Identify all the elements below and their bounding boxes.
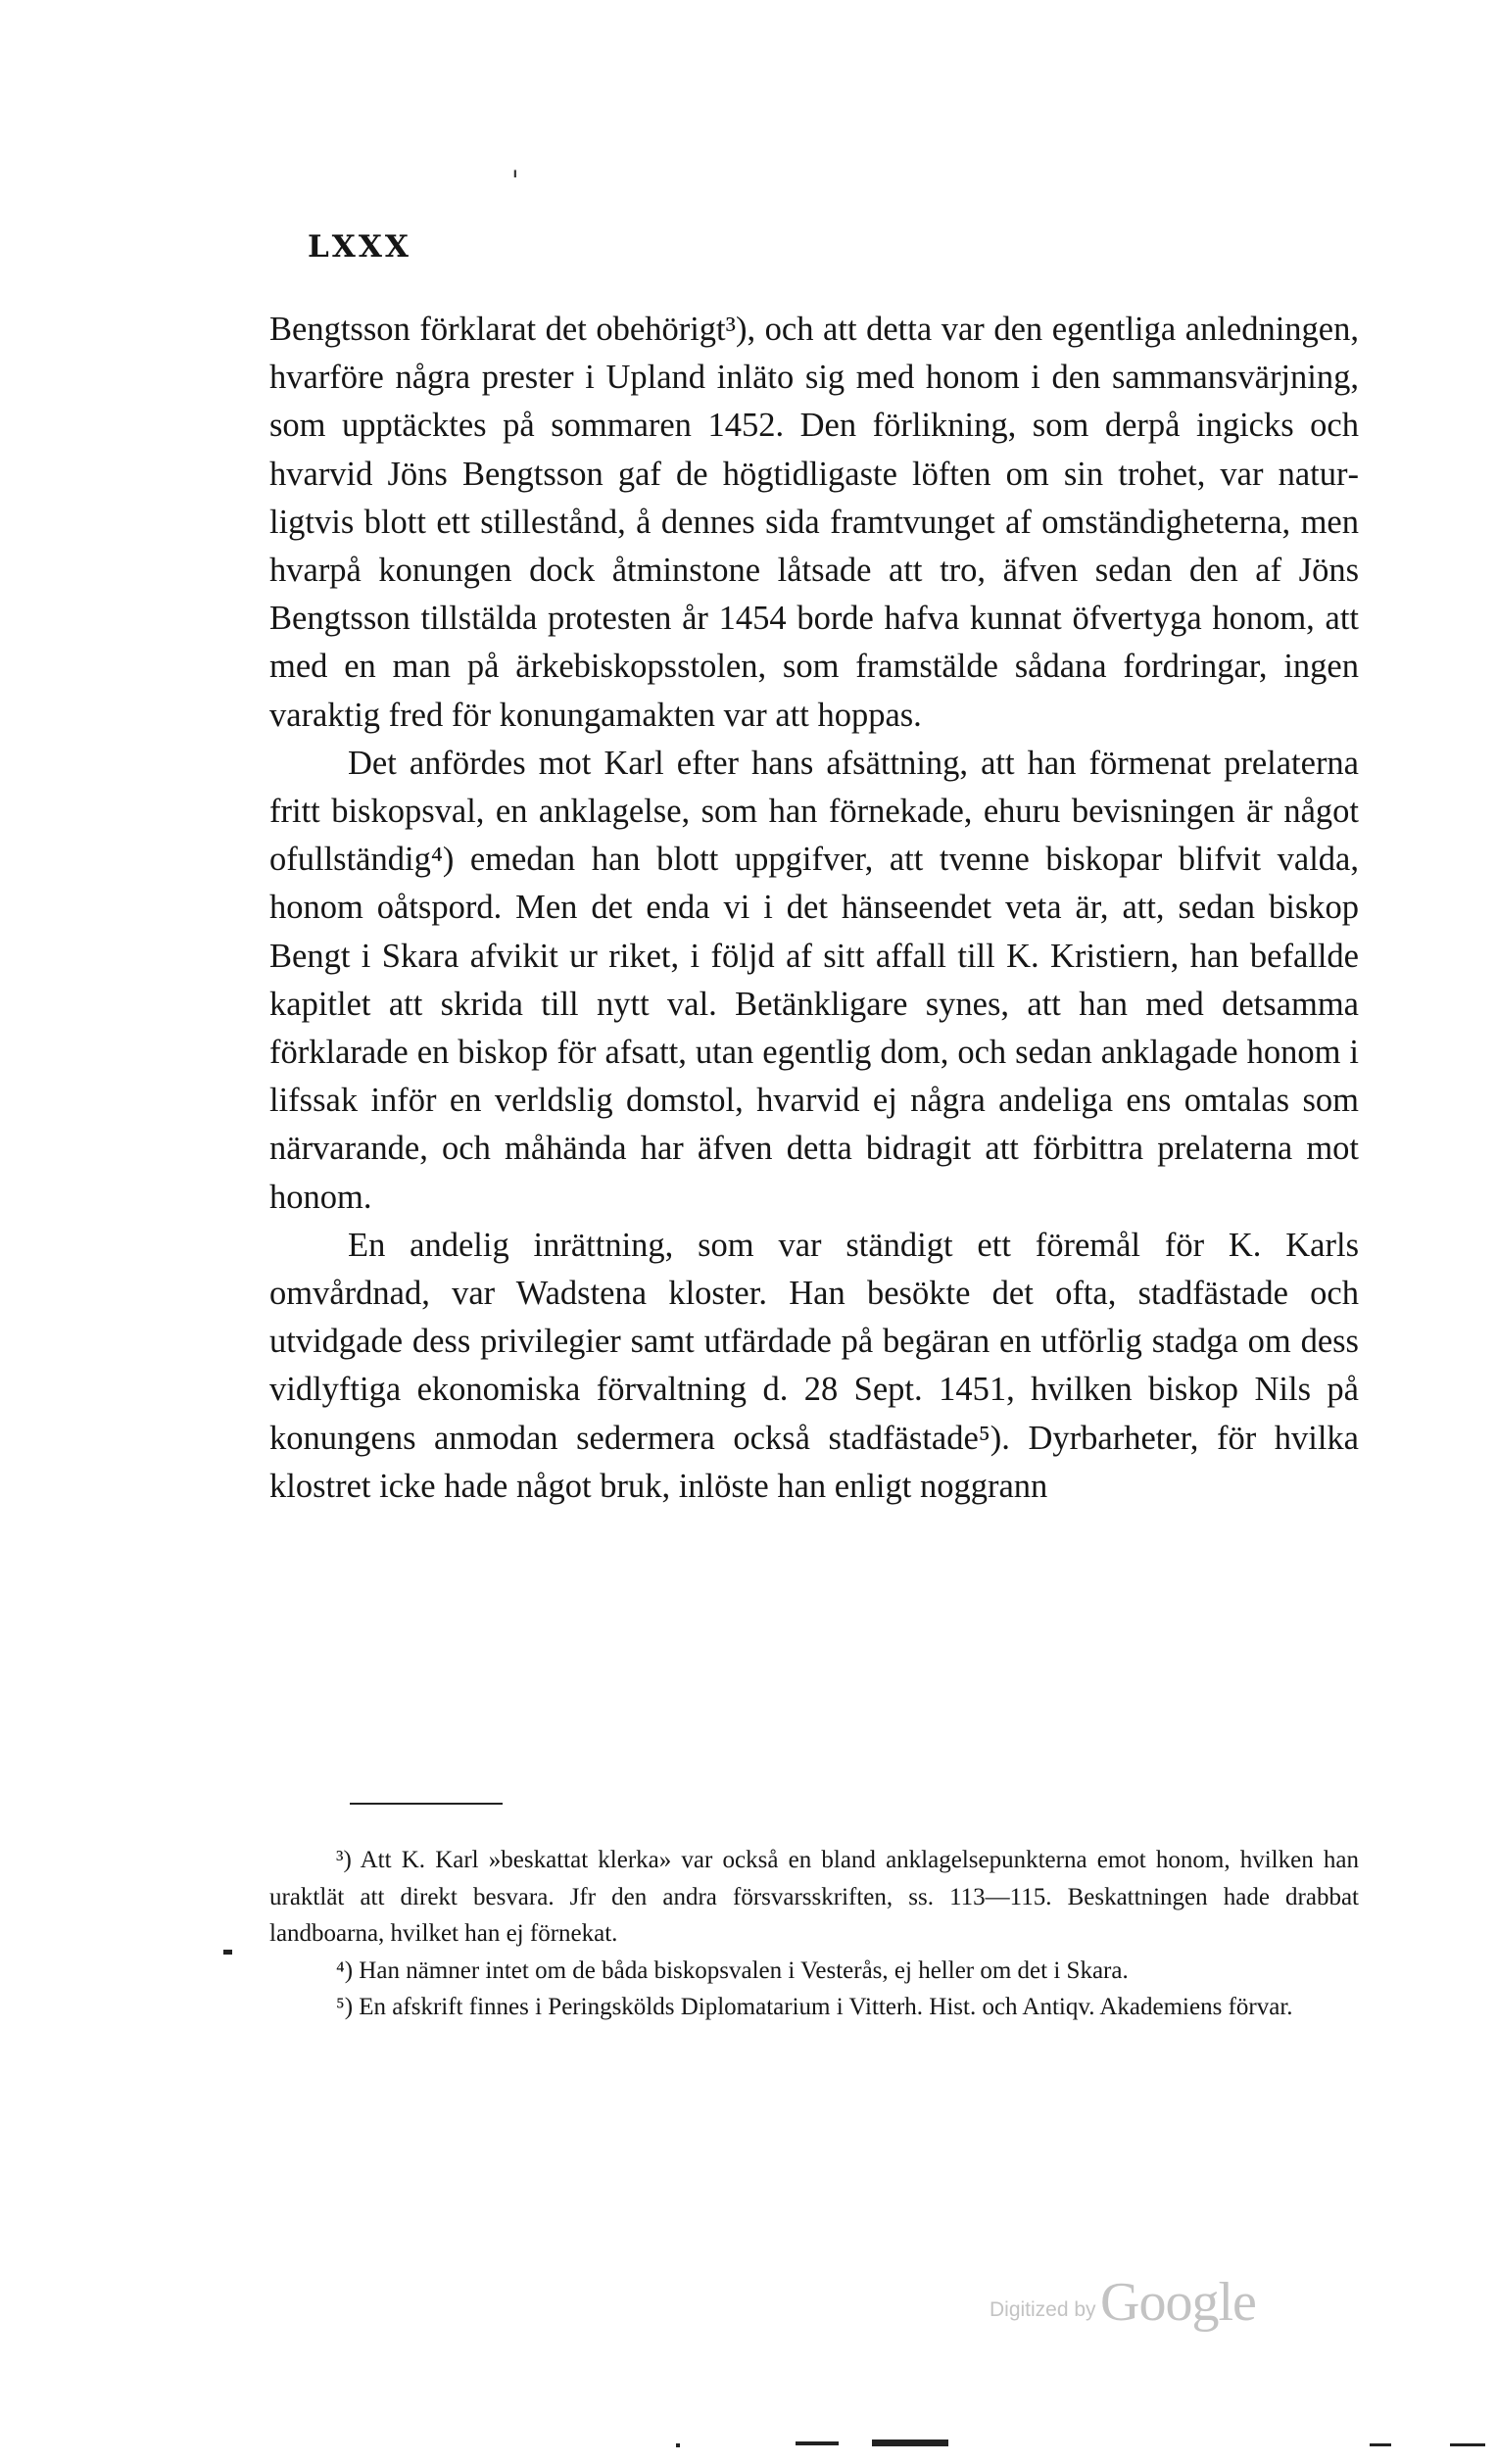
footnote-3: ³) Att K. Karl »beskattat klerka» var också en bland anklagelsepunkterna emot honom, hvilken han uraktlät att direkt besvara. Jfr den andra försvarsskriften, ss. 113—115. Beskattningen hade drabbat landboarna, hvilket han ej förnekat. [269,1847,1359,1947]
stray-ink-mark: ' [511,165,519,197]
scan-artifact [796,2441,839,2445]
digitized-watermark [990,2271,1256,2334]
page-number: LXXX [308,229,411,265]
paragraph-1: Bengtsson förklarat det obehörigt³), och att detta var den egentliga anledningen, hvarföre några prester i Upland inläto sig med honom i den sammansvärjning, som upptäcktes på sommaren 1452. Den förlikning, som derpå ingicks och hvarvid Jöns Bengtsson gaf de högtidligaste löften om sin trohet, var naturligtvis blott ett stillestånd, å dennes sida framtvunget af omständigheterna, men hvarpå konungen dock åtminstone låtsade att tro, äfven sedan den af Jöns Bengtsson tillstälda protesten år 1454 borde hafva kunnat öfvertyga honom, att med en man på ärkebiskopsstolen, som framstälde sådana fordringar, ingen varaktig fred för konungamakten var att hoppas. [269,311,1359,734]
footnotes [269,1842,1359,2026]
paragraph-3: En andelig inrättning, som var ständigt ett föremål för K. Karls omvårdnad, var Wadstena kloster. Han besökte det ofta, stadfästade och utvidgade dess privilegier samt utfärdade på begäran en utförlig stadga om dess vidlyftiga ekonomiska förvaltning d. 28 Sept. 1451, hvilken biskop Nils på konungens anmodan sedermera också stadfästade⁵). Dyrbarheter, för hvilka klostret icke hade något bruk, inlöste han enligt noggrann [269,1226,1359,1505]
scan-artifact [1370,2443,1391,2446]
body-text [269,306,1359,1511]
watermark-prefix: Digitized by [990,2298,1096,2321]
scan-artifact [676,2443,680,2447]
google-logo: Google [1100,2272,1256,2333]
scan-artifact [872,2440,948,2446]
footnote-5: ⁵) En afskrift finnes i Peringskölds Diplomatarium i Vitterh. Hist. och Antiqv. Akademiens förvar. [336,1994,1293,2020]
footnote-rule [350,1803,503,1805]
scan-artifact [1450,2443,1485,2446]
footnote-4: ⁴) Han nämner intet om de båda biskopsvalen i Vesterås, ej heller om det i Skara. [336,1957,1129,1984]
margin-bullet-mark [223,1950,232,1955]
paragraph-2: Det anfördes mot Karl efter hans afsättning, att han förmenat prelaterna fritt biskopsval, en anklagelse, som han förnekade, ehuru bevisningen är något ofullständig⁴) emedan han blott uppgifver, att tvenne biskopar blifvit valda, honom oåtspord. Men det enda vi i det hänseendet veta är, att, sedan biskop Bengt i Skara afvikit ur riket, i följd af sitt affall till K. Kristiern, han befallde kapitlet att skrida till nytt val. Betänkligare synes, att han med detsamma förklarade en biskop för afsatt, utan egentlig dom, och sedan anklagade honom i lifssak inför en verldslig domstol, hvarvid ej några andeliga ens omtalas som närvarande, och måhända har äfven detta bidragit att förbittra prelaterna mot honom. [269,744,1359,1216]
